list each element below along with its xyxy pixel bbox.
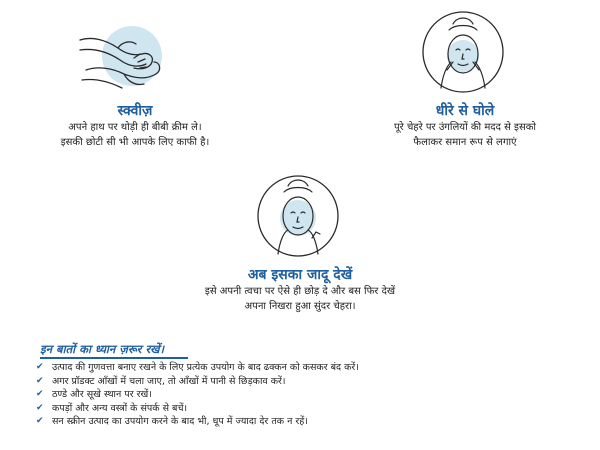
step-line: अपने हाथ पर थोड़ी ही बीबी क्रीम ले। bbox=[68, 122, 202, 133]
tip-text: अगर प्रॉडक्ट आँखों में चला जाए, तो आँखों में पानी से छिड़काव करें। bbox=[52, 375, 286, 387]
hands-squeeze-icon bbox=[72, 18, 172, 104]
step-line: फैलाकर समान रूप से लगाएं bbox=[413, 137, 517, 148]
step-line: अपना निखरा हुआ सुंदर चेहरा। bbox=[244, 301, 356, 312]
tips-heading: इन बातों का ध्यान ज़रूर रखें। bbox=[40, 342, 164, 356]
step-title: धीरे से घोले bbox=[435, 103, 495, 119]
step-line: इसे अपनी त्वचा पर ऐसे ही छोड़ दे और बस फिर देखें bbox=[204, 286, 396, 297]
tip-text: उत्पाद की गुणवत्ता बनाए रखने के लिए प्रत्येक उपयोग के बाद ढक्कन को कसकर बंद करें। bbox=[52, 362, 359, 373]
tips-heading-underline bbox=[40, 357, 188, 359]
step-squeeze bbox=[20, 102, 250, 150]
check-icon: ✔ bbox=[36, 402, 44, 413]
face-blending-icon bbox=[421, 10, 505, 94]
tip-text: ठण्डे और सूखे स्थान पर रखें। bbox=[52, 389, 152, 400]
list-item bbox=[36, 402, 359, 416]
step-line: पूरे चेहरे पर उंगलियों की मदद से इसको bbox=[394, 122, 536, 133]
check-icon: ✔ bbox=[36, 362, 44, 372]
tip-text: कपड़ों और अन्य वस्त्रों के संपर्क से बचें। bbox=[52, 402, 188, 414]
list-item bbox=[36, 388, 359, 402]
face-glow-icon bbox=[256, 174, 340, 258]
check-icon: ✔ bbox=[36, 416, 44, 426]
check-icon: ✔ bbox=[36, 389, 44, 399]
check-icon: ✔ bbox=[36, 375, 44, 386]
step-blend bbox=[340, 102, 590, 150]
step-title: स्क्वीज़ bbox=[117, 103, 153, 119]
step-line: इसकी छोटी सी भी आपके लिए काफी है। bbox=[60, 137, 210, 148]
step-glow bbox=[160, 266, 440, 314]
list-item bbox=[36, 361, 359, 375]
tips-list bbox=[36, 361, 359, 429]
tip-text: सन स्क्रीन उत्पाद का उपयोग करने के बाद भी, धूप में ज्यादा देर तक न रहें। bbox=[52, 416, 308, 427]
list-item bbox=[36, 375, 359, 389]
list-item bbox=[36, 415, 359, 429]
step-title: अब इसका जादू देखें bbox=[247, 267, 353, 283]
